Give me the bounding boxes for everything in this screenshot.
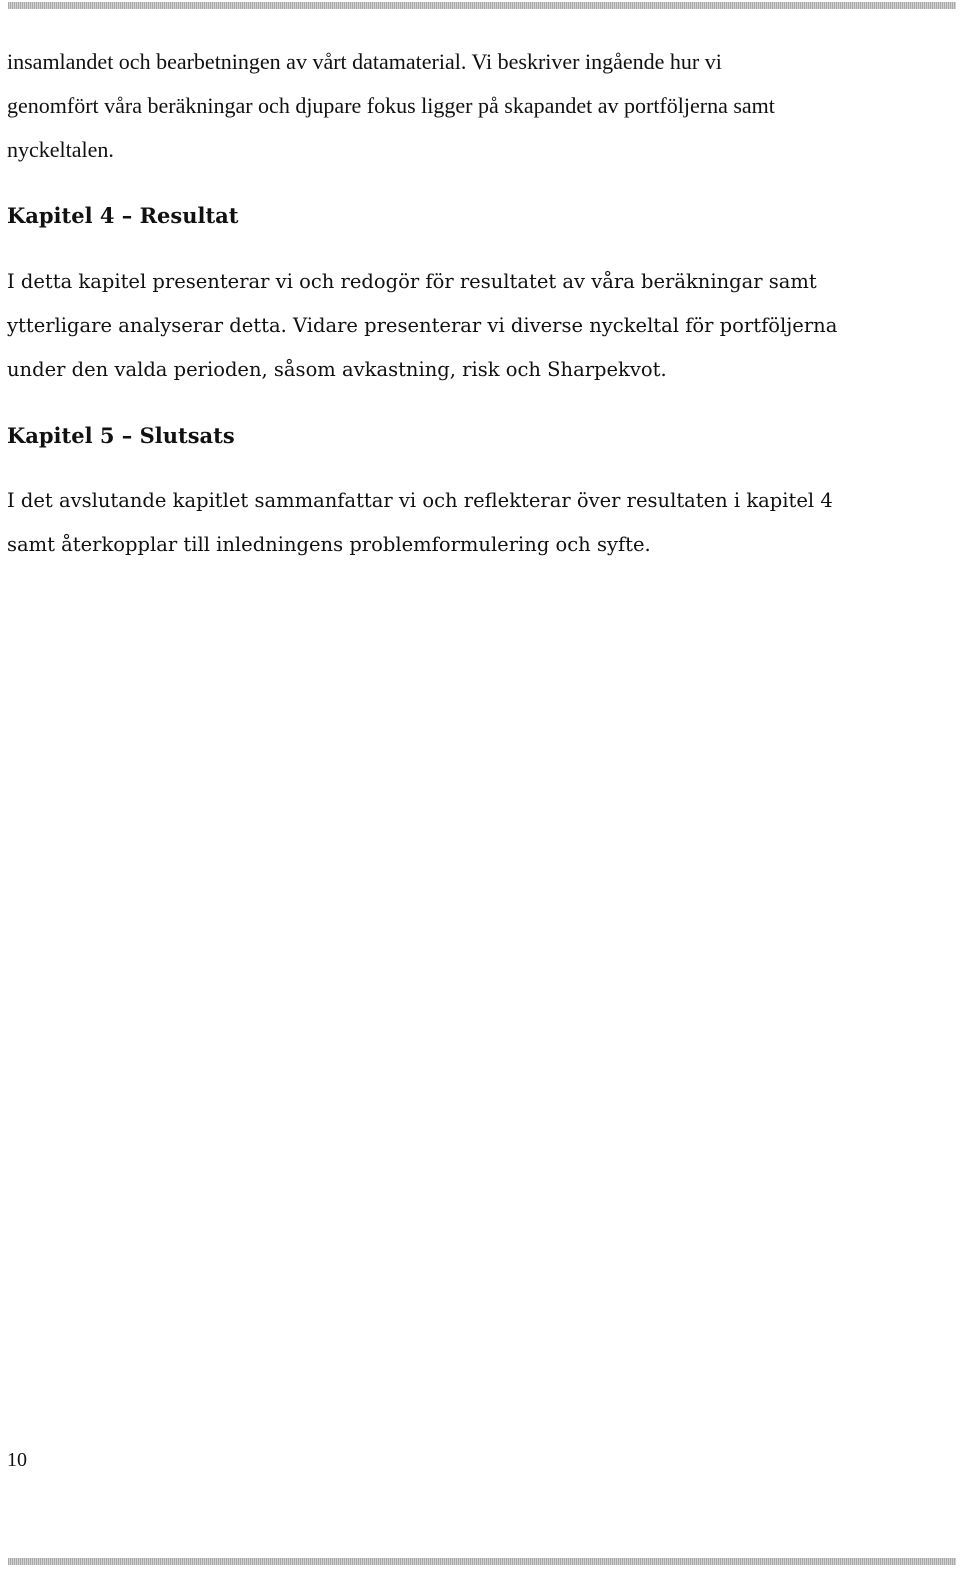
chapter-4-line-3: under den valda perioden, såsom avkastning, risk och Sharpekvot. [7, 358, 667, 381]
chapter-5-heading: Kapitel 5 – Slutsats [7, 423, 235, 448]
intro-line-1: insamlandet och bearbetningen av vårt datamaterial. Vi beskriver ingående hur vi [7, 49, 722, 74]
chapter-4-line-2: ytterligare analyserar detta. Vidare presenterar vi diverse nyckeltal för portföljerna [7, 314, 838, 337]
chapter-4-heading: Kapitel 4 – Resultat [7, 203, 239, 228]
intro-line-2: genomfört våra beräkningar och djupare fokus ligger på skapandet av portföljerna samt [7, 93, 775, 118]
page-number: 10 [7, 1449, 27, 1471]
intro-paragraph [7, 40, 775, 172]
intro-line-3: nyckeltalen. [7, 137, 114, 162]
bottom-border-rule [8, 1558, 956, 1565]
chapter-5-line-1: I det avslutande kapitlet sammanfattar vi och reflekterar över resultaten i kapitel 4 [7, 489, 833, 512]
chapter-4-line-1: I detta kapitel presenterar vi och redogör för resultatet av våra beräkningar samt [7, 270, 817, 293]
chapter-4-paragraph [7, 260, 837, 392]
chapter-5-line-2: samt återkopplar till inledningens problemformulering och syfte. [7, 533, 651, 556]
top-border-rule [8, 2, 956, 9]
chapter-5-paragraph [7, 479, 833, 567]
